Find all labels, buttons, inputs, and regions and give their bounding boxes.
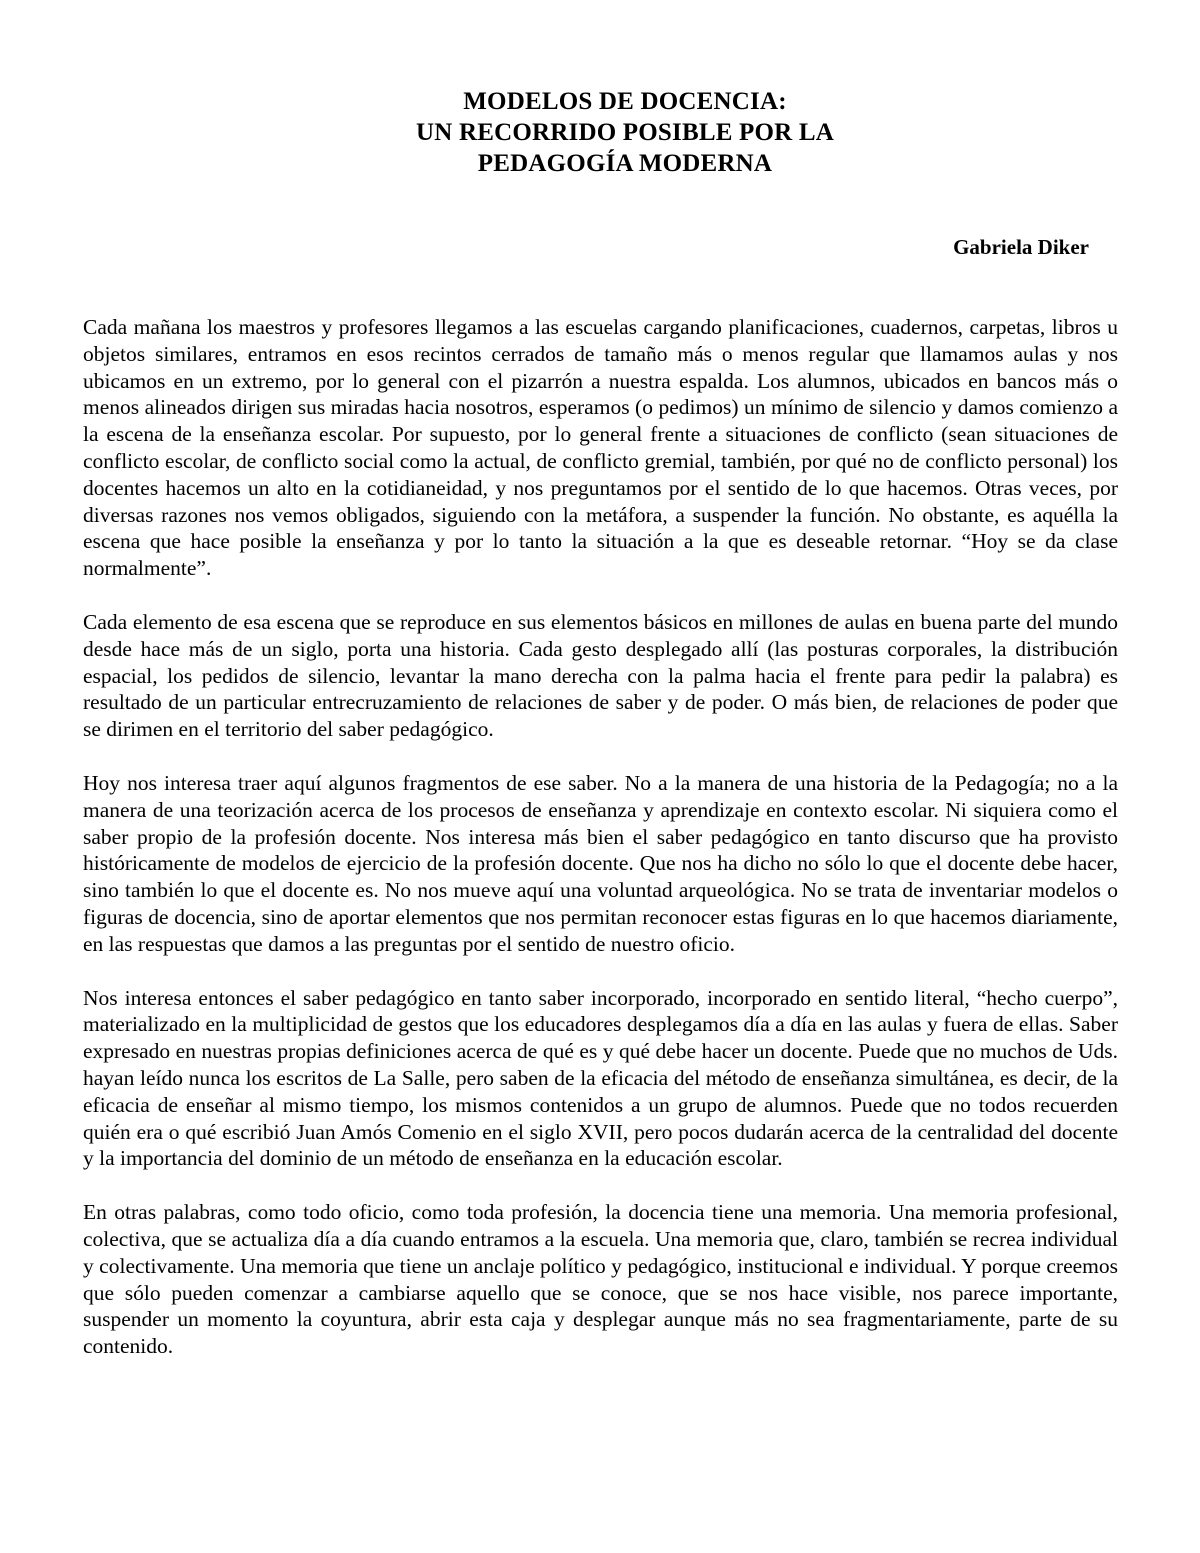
paragraph-4: Nos interesa entonces el saber pedagógico en tanto saber incorporado, incorporado en sentido literal, “hecho cuerpo”, materializado en la multiplicidad de gestos que los educadores desplegamos día a día en las aulas y fuera de ellas. Saber expresado en nuestras propias definiciones acerca de qué es y qué debe hacer un docente. Puede que no muchos de Uds. hayan leído nunca los escritos de La Salle, pero saben de la eficacia del método de enseñanza simultánea, es decir, de la eficacia de enseñar al mismo tiempo, los mismos contenidos a un grupo de alumnos. Puede que no todos recuerden quién era o qué escribió Juan Amós Comenio en el siglo XVII, pero pocos dudarán acerca de la centralidad del docente y la importancia del dominio de un método de enseñanza en la educación escolar. <box>83 985 1118 1171</box>
title-line-2: UN RECORRIDO POSIBLE POR LA <box>416 119 834 146</box>
title-line-1: MODELOS DE DOCENCIA: <box>463 88 787 115</box>
paragraph-5: En otras palabras, como todo oficio, como toda profesión, la docencia tiene una memoria. Una memoria profesional, colectiva, que se actualiza día a día cuando entramos a la escuela. Una memoria que, claro, también se recrea individual y colectivamente. Una memoria que tiene un anclaje político y pedagógico, institucional e individual. Y porque creemos que sólo pueden comenzar a cambiarse aquello que se conoce, que se nos hace visible, nos parece importante, suspender un momento la coyuntura, abrir esta caja y desplegar aunque más no sea fragmentariamente, parte de su contenido. <box>83 1200 1118 1359</box>
paragraph-1: Cada mañana los maestros y profesores llegamos a las escuelas cargando planificaciones, cuadernos, carpetas, libros u objetos similares, entramos en esos recintos cerrados de tamaño más o menos regular que llamamos aulas y nos ubicamos en un extremo, por lo general con el pizarrón a nuestra espalda. Los alumnos, ubicados en bancos más o menos alineados dirigen sus miradas hacia nosotros, esperamos (o pedimos) un mínimo de silencio y damos comienzo a la escena de la enseñanza escolar. Por supuesto, por lo general frente a situaciones de conflicto (sean situaciones de conflicto escolar, de conflicto social como la actual, de conflicto gremial, también, por qué no de conflicto personal) los docentes hacemos un alto en la cotidianeidad, y nos preguntamos por el sentido de lo que hacemos. Otras veces, por diversas razones nos vemos obligados, siguiendo con la metáfora, a suspender la función. No obstante, es aquélla la escena que hace posible la enseñanza y por lo tanto la situación a la que es deseable retornar. “Hoy se da clase normalmente”. <box>83 315 1118 581</box>
document-body <box>83 314 1118 1360</box>
author-name: Gabriela Diker <box>953 235 1089 259</box>
paragraph-3: Hoy nos interesa traer aquí algunos fragmentos de ese saber. No a la manera de una historia de la Pedagogía; no a la manera de una teorización acerca de los procesos de enseñanza y aprendizaje en contexto escolar. Ni siquiera como el saber propio de la profesión docente. Nos interesa más bien el saber pedagógico en tanto discurso que ha provisto históricamente de modelos de ejercicio de la profesión docente. Que nos ha dicho no sólo lo que el docente debe hacer, sino también lo que el docente es. No nos mueve aquí una voluntad arqueológica. No se trata de inventariar modelos o figuras de docencia, sino de aportar elementos que nos permitan reconocer estas figuras en lo que hacemos diariamente, en las respuestas que damos a las preguntas por el sentido de nuestro oficio. <box>83 770 1118 956</box>
document-title <box>0 86 1200 179</box>
title-line-3: PEDAGOGÍA MODERNA <box>477 150 773 177</box>
paragraph-2: Cada elemento de esa escena que se reproduce en sus elementos básicos en millones de aulas en buena parte del mundo desde hace más de un siglo, porta una historia. Cada gesto desplegado allí (las posturas corporales, la distribución espacial, los pedidos de silencio, levantar la mano derecha con la palma hacia el frente para pedir la palabra) es resultado de un particular entrecruzamiento de relaciones de saber y de poder. O más bien, de relaciones de poder que se dirimen en el territorio del saber pedagógico. <box>83 609 1118 742</box>
